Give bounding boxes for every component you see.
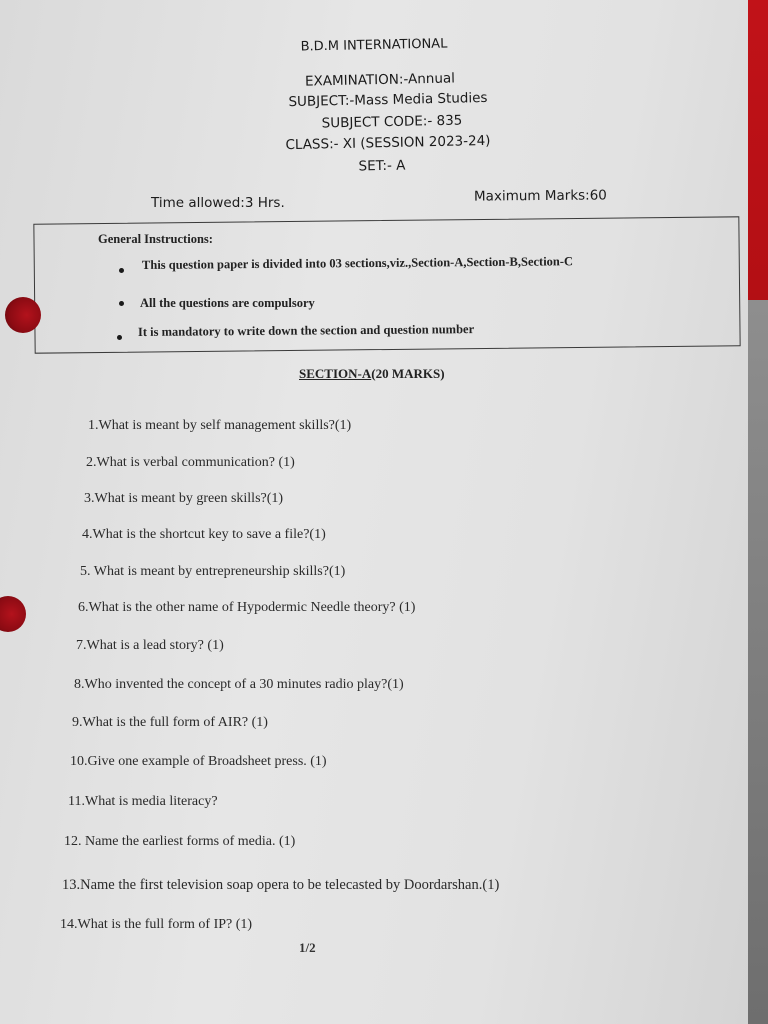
page-number: 1/2 [299,940,316,955]
bullet-icon [119,301,124,306]
class-line: CLASS:- XI (SESSION 2023-24) [285,132,491,154]
section-a-heading [299,366,445,382]
bullet-icon [119,268,124,273]
section-a-label: SECTION-A [299,366,372,381]
question-6: 6.What is the other name of Hypodermic Needle theory? (1) [78,600,416,615]
section-a-marks: (20 MARKS) [371,366,445,381]
school-name: B.D.M INTERNATIONAL [300,36,448,55]
question-4: 4.What is the shortcut key to save a file?(1) [82,527,326,542]
question-7: 7.What is a lead story? (1) [76,638,224,653]
instructions-title: General Instructions: [98,232,213,246]
question-14: 14.What is the full form of IP? (1) [60,917,253,932]
examination-line: EXAMINATION:-Annual [304,70,456,90]
bullet-icon [117,335,122,340]
set-line: SET:- A [358,157,406,175]
question-2: 2.What is verbal communication? (1) [86,455,295,470]
background-dark-edge [748,300,768,1024]
question-9: 9.What is the full form of AIR? (1) [72,715,268,730]
time-allowed: Time allowed:3 Hrs. [151,195,285,211]
background-red-edge [748,0,768,300]
question-5: 5. What is meant by entrepreneurship skills?(1) [80,564,346,579]
question-11: 11.What is media literacy? [68,794,218,809]
question-12: 12. Name the earliest forms of media. (1) [64,834,296,849]
instruction-item-2: All the questions are compulsory [140,296,315,310]
subject-line: SUBJECT:-Mass Media Studies [288,89,488,111]
question-1: 1.What is meant by self management skills?(1) [88,418,352,433]
question-3: 3.What is meant by green skills?(1) [84,491,284,506]
subject-code-line: SUBJECT CODE:- 835 [321,112,463,132]
question-8: 8.Who invented the concept of a 30 minutes radio play?(1) [74,677,404,692]
question-13: 13.Name the first television soap opera to be telecasted by Doordarshan.(1) [62,877,500,893]
question-10: 10.Give one example of Broadsheet press. (1) [70,754,327,769]
punch-hole [0,596,26,632]
maximum-marks: Maximum Marks:60 [473,187,607,205]
instruction-item-3: It is mandatory to write down the section and question number [137,322,475,339]
instruction-item-1: This question paper is divided into 03 sections,viz.,Section-A,Section-B,Section-C [141,254,574,272]
punch-hole [5,297,41,333]
